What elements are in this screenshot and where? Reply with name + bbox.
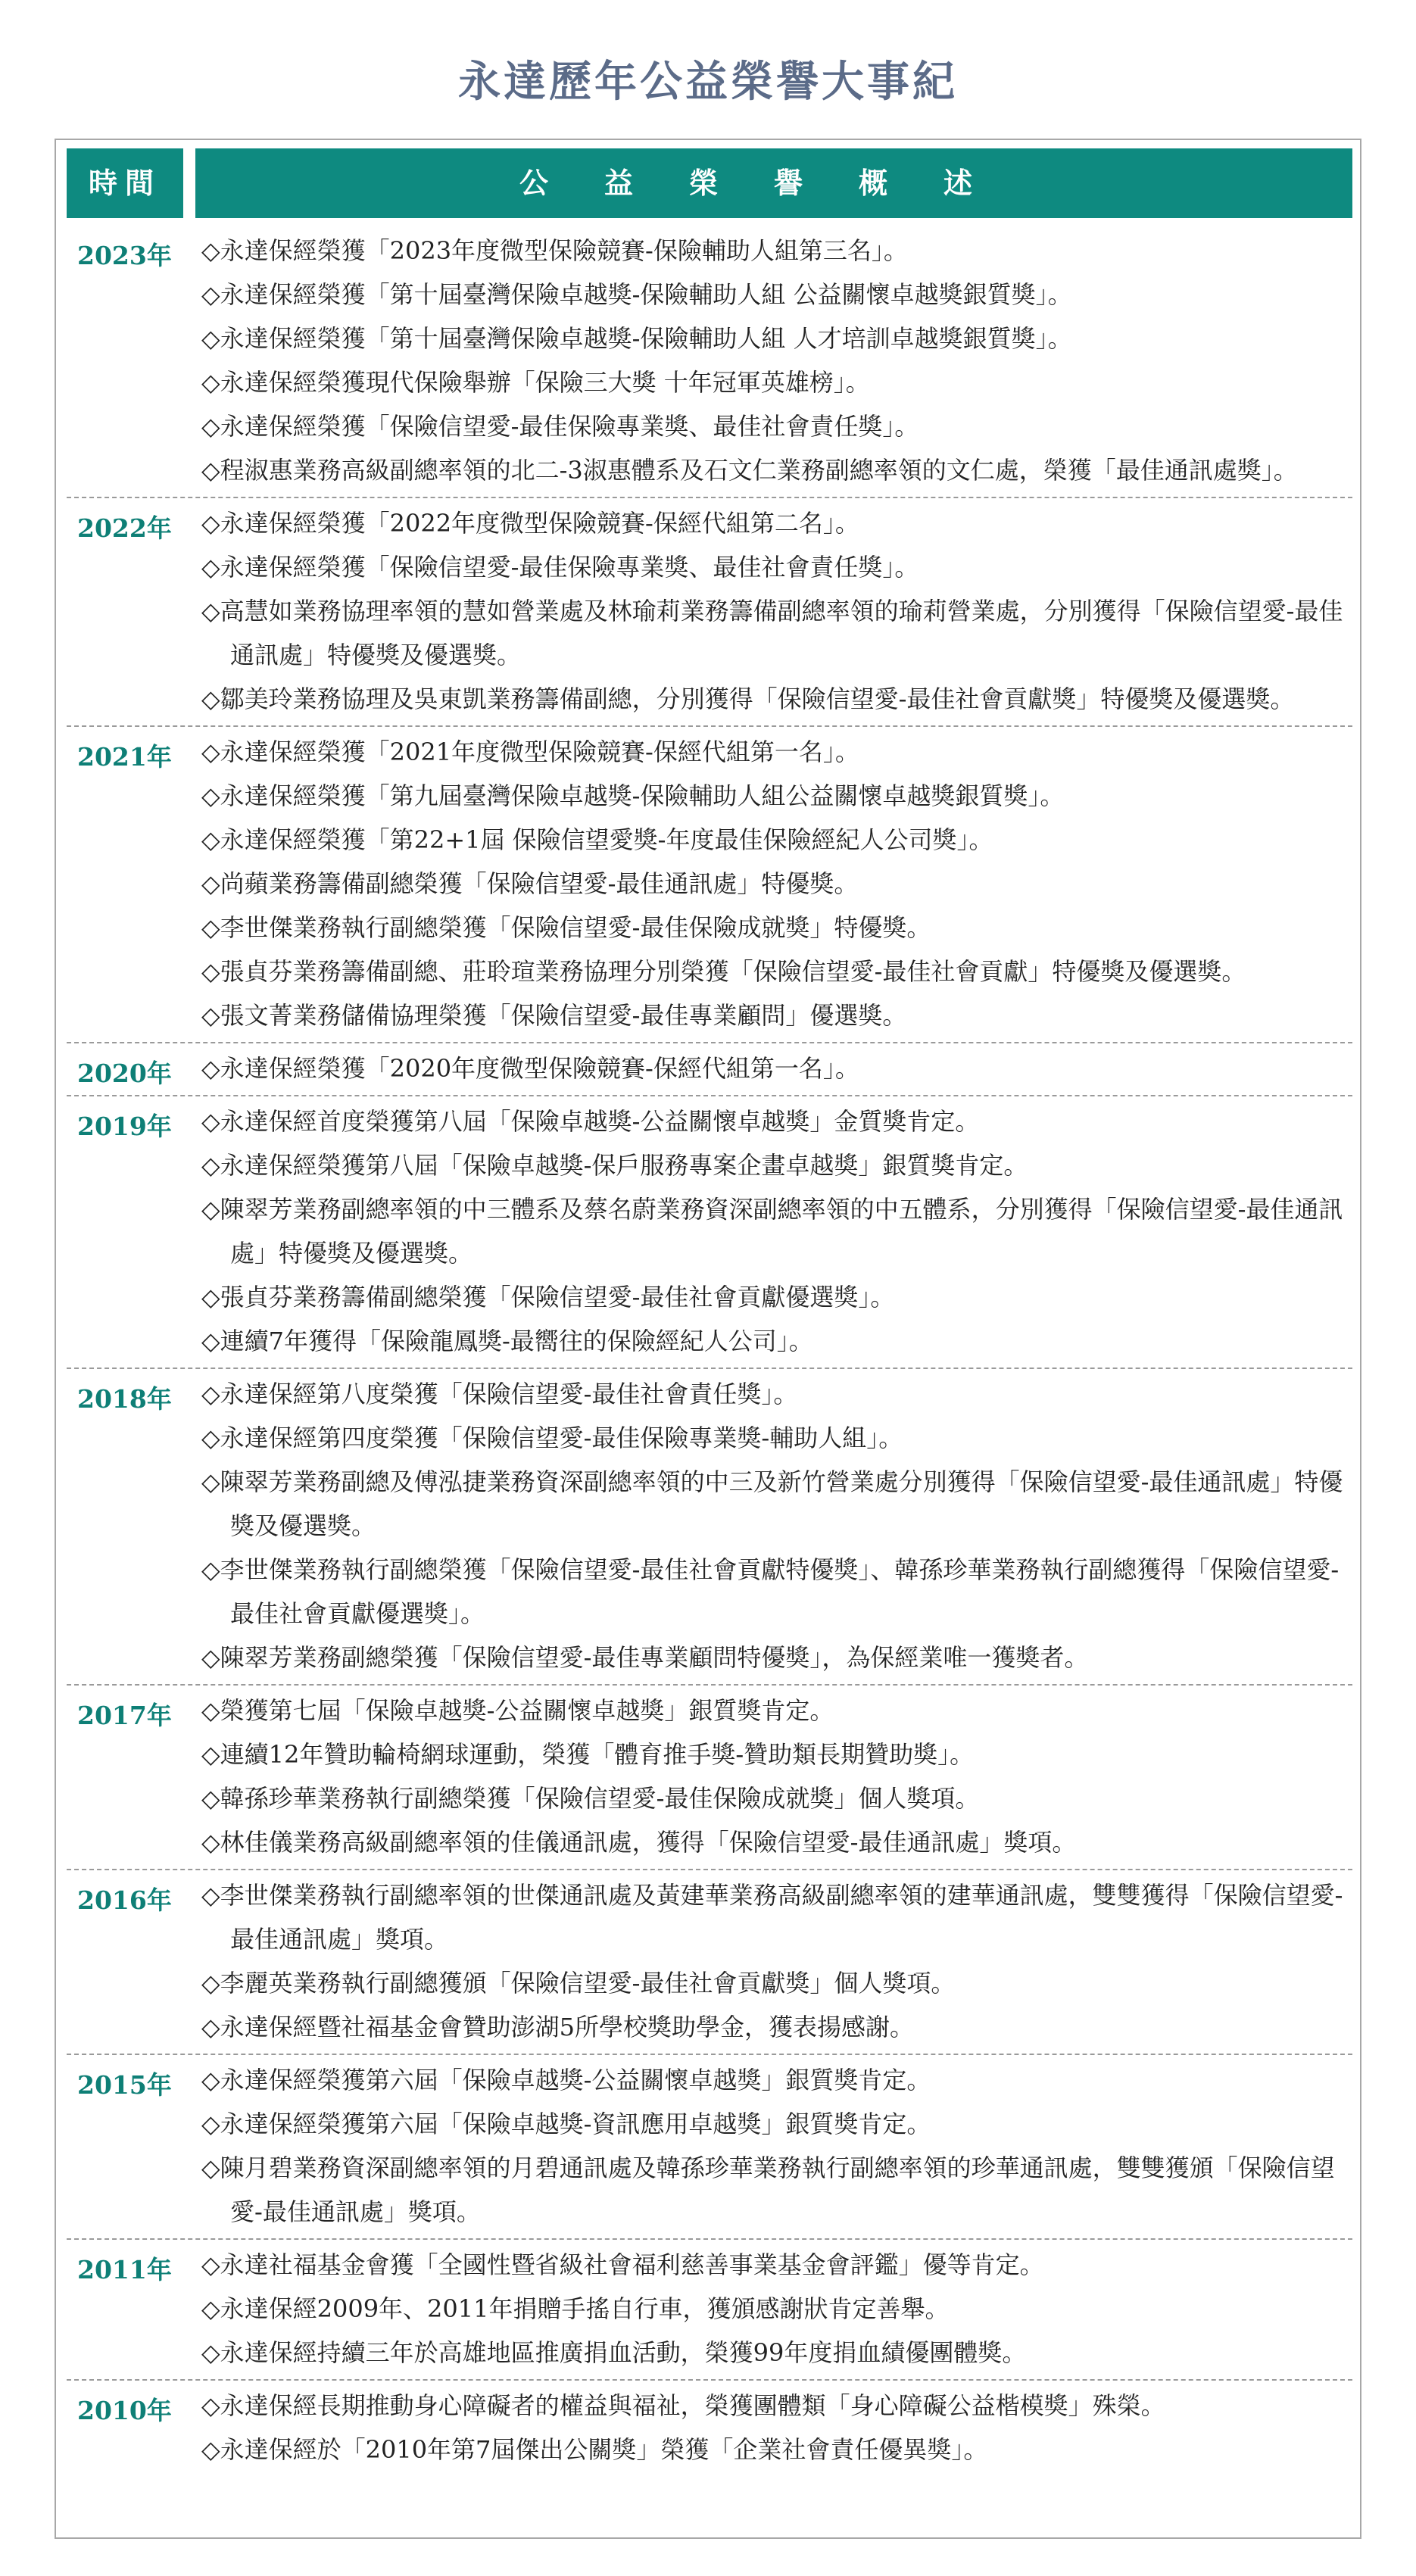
- award-entry: ◇永達保經第四度榮獲「保險信望愛-最佳保險專業獎-輔助人組」。: [201, 1424, 903, 1452]
- award-entry: ◇永達社福基金會獲「全國性暨省級社會福利慈善事業基金會評鑑」優等肯定。: [201, 2250, 1044, 2279]
- award-entry: ◇程淑惠業務高級副總率領的北二-3淑惠體系及石文仁業務副總率領的文仁處，榮獲「最佳通訊處獎」。: [201, 456, 1298, 485]
- header-description: 公益榮譽概述: [195, 148, 1352, 218]
- entry-list: [201, 2058, 1352, 2234]
- award-entry: ◇永達保經榮獲第八屆「保險卓越獎-保戶服務專案企畫卓越獎」銀質獎肯定。: [201, 1151, 1028, 1180]
- year-block: [67, 2055, 1352, 2240]
- award-entry: ◇陳翠芳業務副總榮獲「保險信望愛-最佳專業顧問特優獎」，為保經業唯一獲獎者。: [201, 1643, 1089, 1672]
- entry-list: [201, 1689, 1352, 1864]
- award-entry: ◇高慧如業務協理率領的慧如營業處及林瑜莉業務籌備副總率領的瑜莉營業處，分別獲得「保險信望愛-最佳通訊處」特優獎及優選獎。: [201, 597, 1343, 669]
- award-entry: ◇永達保經榮獲「2022年度微型保險競賽-保經代組第二名」。: [201, 509, 859, 538]
- year-label: 2010年: [77, 2396, 172, 2425]
- year-label: 2023年: [77, 241, 172, 270]
- award-entry: ◇永達保經第八度榮獲「保險信望愛-最佳社會責任獎」。: [201, 1380, 798, 1408]
- award-entry: ◇張貞芬業務籌備副總榮獲「保險信望愛-最佳社會貢獻優選獎」。: [201, 1283, 895, 1311]
- award-entry: ◇永達保經2009年、2011年捐贈手搖自行車，獲頒感謝狀肯定善舉。: [201, 2294, 950, 2323]
- award-entry: ◇永達保經首度榮獲第八屆「保險卓越獎-公益關懷卓越獎」金質獎肯定。: [201, 1107, 980, 1136]
- year-label: 2022年: [77, 513, 172, 543]
- award-entry: ◇永達保經榮獲「第十屆臺灣保險卓越獎-保險輔助人組 公益關懷卓越獎銀質獎」。: [201, 280, 1072, 309]
- entry-list: [201, 1046, 1352, 1090]
- award-entry: ◇永達保經持續三年於高雄地區推廣捐血活動，榮獲99年度捐血績優團體獎。: [201, 2338, 1027, 2367]
- award-entry: ◇永達保經榮獲第六屆「保險卓越獎-資訊應用卓越獎」銀質獎肯定。: [201, 2110, 931, 2138]
- year-label: 2019年: [77, 1112, 172, 1141]
- award-entry: ◇永達保經榮獲第六屆「保險卓越獎-公益關懷卓越獎」銀質獎肯定。: [201, 2066, 931, 2094]
- award-entry: ◇永達保經於「2010年第7屆傑出公關獎」榮獲「企業社會責任優異獎」。: [201, 2435, 988, 2464]
- year-label: 2020年: [77, 1059, 172, 1088]
- award-entry: ◇張文菁業務儲備協理榮獲「保險信望愛-最佳專業顧問」優選獎。: [201, 1001, 907, 1030]
- entry-list: [201, 730, 1352, 1037]
- entry-list: [201, 2384, 1352, 2472]
- year-block: [67, 226, 1352, 498]
- award-entry: ◇永達保經榮獲「第九屆臺灣保險卓越獎-保險輔助人組公益關懷卓越獎銀質獎」。: [201, 781, 1065, 810]
- award-entry: ◇連續12年贊助輪椅網球運動，榮獲「體育推手獎-贊助類長期贊助獎」。: [201, 1740, 975, 1769]
- year-block: [67, 498, 1352, 727]
- page-title: 永達歷年公益榮譽大事紀: [458, 57, 958, 107]
- year-block: [67, 1043, 1352, 1096]
- header-time: 時間: [67, 148, 183, 218]
- award-entry: ◇林佳儀業務高級副總率領的佳儀通訊處，獲得「保險信望愛-最佳通訊處」獎項。: [201, 1828, 1077, 1857]
- award-entry: ◇榮獲第七屆「保險卓越獎-公益關懷卓越獎」銀質獎肯定。: [201, 1696, 834, 1725]
- entry-list: [201, 229, 1352, 492]
- entry-list: [201, 1372, 1352, 1679]
- award-entry: ◇永達保經榮獲「2021年度微型保險競賽-保經代組第一名」。: [201, 738, 859, 766]
- award-entry: ◇鄒美玲業務協理及吳東凱業務籌備副總，分別獲得「保險信望愛-最佳社會貢獻獎」特優獎及優選獎。: [201, 685, 1295, 713]
- award-entry: ◇永達保經長期推動身心障礙者的權益與福祉，榮獲團體類「身心障礙公益楷模獎」殊榮。: [201, 2391, 1165, 2420]
- award-entry: ◇李世傑業務執行副總榮獲「保險信望愛-最佳社會貢獻特優獎」、韓孫珍華業務執行副總獲得「保險信望愛-最佳社會貢獻優選獎」。: [201, 1555, 1340, 1628]
- award-entry: ◇李世傑業務執行副總榮獲「保險信望愛-最佳保險成就獎」特優獎。: [201, 913, 931, 942]
- award-entry: ◇李麗英業務執行副總獲頒「保險信望愛-最佳社會貢獻獎」個人獎項。: [201, 1969, 956, 1997]
- entry-list: [201, 1099, 1352, 1363]
- year-label: 2018年: [77, 1384, 172, 1414]
- award-entry: ◇陳翠芳業務副總率領的中三體系及蔡名蔚業務資深副總率領的中五體系，分別獲得「保險信望愛-最佳通訊處」特優獎及優選獎。: [201, 1195, 1343, 1268]
- timeline-body: [67, 226, 1352, 2476]
- award-entry: ◇張貞芬業務籌備副總、莊聆瑄業務協理分別榮獲「保險信望愛-最佳社會貢獻」特優獎及優選獎。: [201, 957, 1246, 986]
- year-label: 2015年: [77, 2070, 172, 2100]
- award-entry: ◇李世傑業務執行副總率領的世傑通訊處及黃建華業務高級副總率領的建華通訊處，雙雙獲得「保險信望愛-最佳通訊處」獎項。: [201, 1881, 1343, 1954]
- year-label: 2017年: [77, 1701, 172, 1730]
- award-entry: ◇陳月碧業務資深副總率領的月碧通訊處及韓孫珍華業務執行副總率領的珍華通訊處，雙雙獲頒「保險信望愛-最佳通訊處」獎項。: [201, 2153, 1335, 2226]
- year-block: [67, 1686, 1352, 1870]
- award-entry: ◇韓孫珍華業務執行副總榮獲「保險信望愛-最佳保險成就獎」個人獎項。: [201, 1784, 980, 1813]
- year-label: 2011年: [77, 2255, 172, 2284]
- award-entry: ◇永達保經暨社福基金會贊助澎湖5所學校獎助學金，獲表揚感謝。: [201, 2013, 914, 2041]
- award-entry: ◇永達保經榮獲現代保險舉辦「保險三大獎 十年冠軍英雄榜」。: [201, 368, 870, 397]
- award-entry: ◇連續7年獲得「保險龍鳳獎-最嚮往的保險經紀人公司」。: [201, 1327, 813, 1355]
- year-block: [67, 1870, 1352, 2055]
- award-entry: ◇永達保經榮獲「第十屆臺灣保險卓越獎-保險輔助人組 人才培訓卓越獎銀質獎」。: [201, 324, 1072, 353]
- award-entry: ◇永達保經榮獲「第22+1屆 保險信望愛獎-年度最佳保險經紀人公司獎」。: [201, 825, 993, 854]
- entry-list: [201, 2243, 1352, 2375]
- year-block: [67, 727, 1352, 1043]
- year-block: [67, 1096, 1352, 1369]
- year-block: [67, 1369, 1352, 1686]
- award-entry: ◇永達保經榮獲「2020年度微型保險競賽-保經代組第一名」。: [201, 1054, 859, 1083]
- table-header: [67, 148, 1352, 218]
- year-block: [67, 2240, 1352, 2381]
- year-label: 2016年: [77, 1885, 172, 1915]
- year-block: [67, 2381, 1352, 2476]
- year-label: 2021年: [77, 742, 172, 772]
- award-entry: ◇尚蘋業務籌備副總榮獲「保險信望愛-最佳通訊處」特優獎。: [201, 869, 859, 898]
- entry-list: [201, 501, 1352, 721]
- entry-list: [201, 1873, 1352, 2049]
- award-entry: ◇陳翠芳業務副總及傅泓捷業務資深副總率領的中三及新竹營業處分別獲得「保險信望愛-最佳通訊處」特優獎及優選獎。: [201, 1467, 1343, 1540]
- award-entry: ◇永達保經榮獲「保險信望愛-最佳保險專業獎、最佳社會責任獎」。: [201, 412, 919, 441]
- award-entry: ◇永達保經榮獲「保險信望愛-最佳保險專業獎、最佳社會責任獎」。: [201, 553, 919, 582]
- award-entry: ◇永達保經榮獲「2023年度微型保險競賽-保險輔助人組第三名」。: [201, 236, 908, 265]
